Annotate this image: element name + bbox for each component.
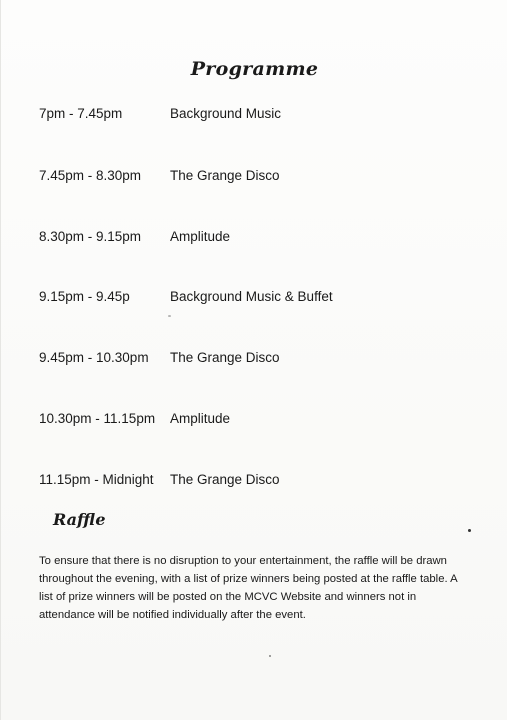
programme-time: 10.30pm - 11.15pm	[39, 411, 156, 426]
programme-act: Background Music & Buffet	[170, 289, 333, 304]
programme-act: The Grange Disco	[170, 472, 280, 487]
programme-act: Amplitude	[170, 229, 231, 244]
programme-time: 7pm - 7.45pm	[39, 106, 123, 121]
programme-act: The Grange Disco	[170, 350, 280, 365]
scan-speck	[269, 655, 271, 657]
programme-time: 8.30pm - 9.15pm	[39, 229, 142, 244]
programme-time: 11.15pm - Midnight	[39, 472, 154, 487]
programme-time: 9.15pm - 9.45p	[39, 289, 130, 304]
programme-act: Amplitude	[170, 411, 231, 426]
programme-time: 7.45pm - 8.30pm	[39, 168, 142, 183]
raffle-paragraph: To ensure that there is no disruption to your entertainment, the raffle will be drawn throughout the evening, with a list of prize winners being posted at the raffle table. A list of prize winners will be posted on the MCVC Website and winners not in attendance will be notified individually after the event.	[39, 555, 458, 621]
programme-act: The Grange Disco	[170, 168, 280, 183]
programme-title: Programme	[190, 58, 319, 80]
scan-speck	[168, 315, 171, 317]
raffle-title: Raffle	[53, 510, 106, 529]
scan-speck	[468, 529, 471, 532]
programme-act: Background Music	[170, 106, 282, 121]
programme-time: 9.45pm - 10.30pm	[39, 350, 149, 365]
